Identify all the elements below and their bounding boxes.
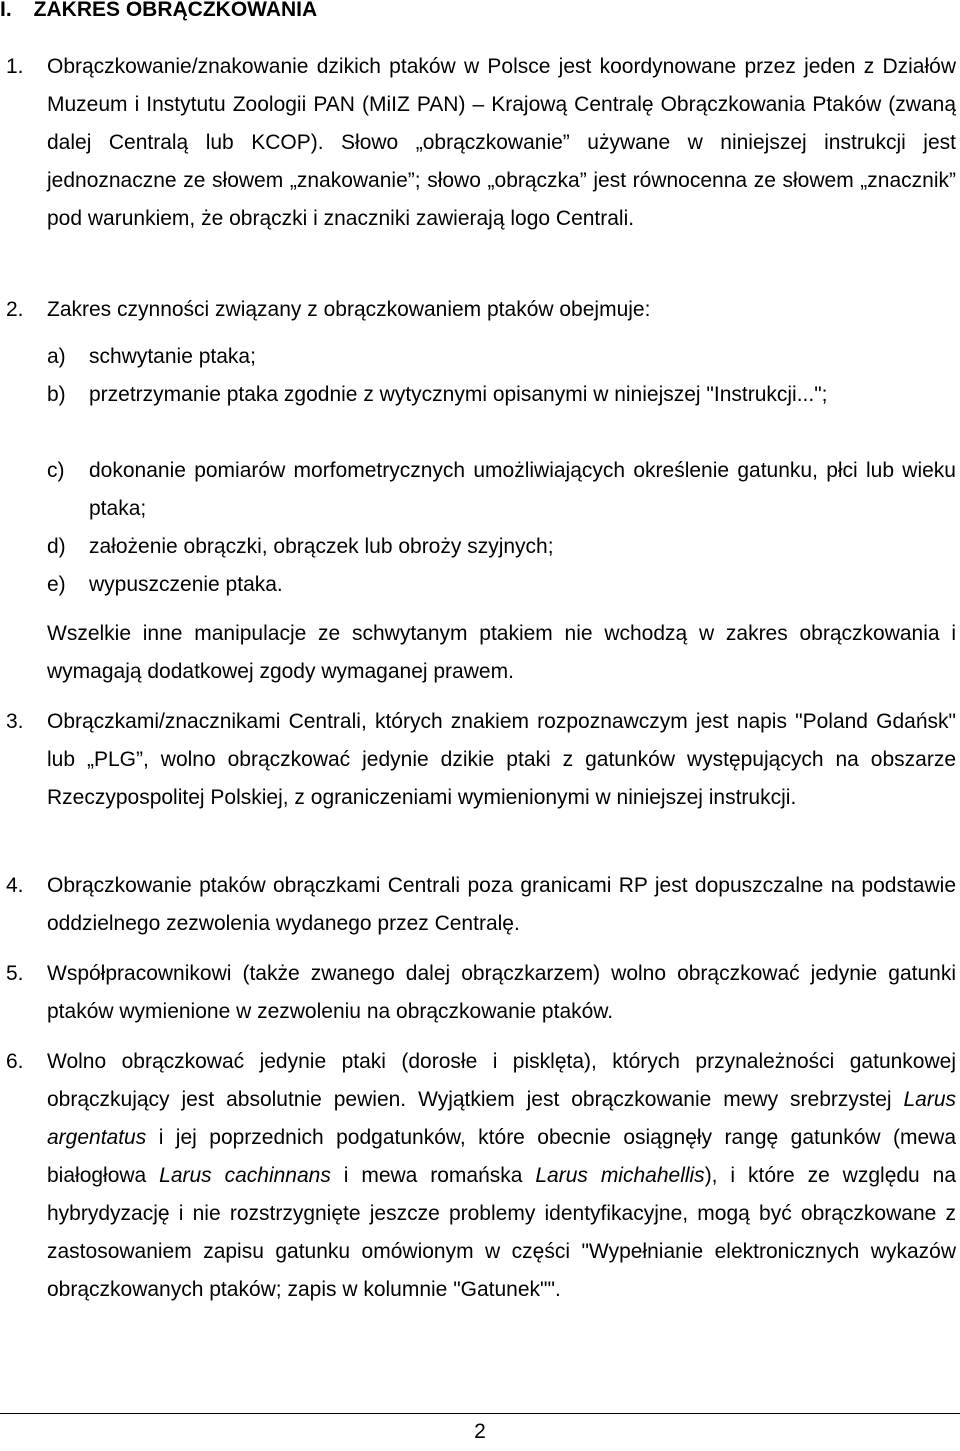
text-segment: ), i które ze względu na hybrydyzację i nie rozstrzygnięte jeszcze problemy identyfikacyjne, mogą być obrączkowane z zastosowaniem zapisu gatunku omówionym w części "Wypełnianie elektronicznych wykazów obrączkowanych ptaków; zapis w kolumnie "Gatunek"". xyxy=(47,1164,956,1301)
text-segment: Wolno obrączkować jedynie ptaki (dorosłe i pisklęta), których przynależności gatunkowej obrączkujący jest absolutnie pewien. Wyjątkiem jest obrączkowanie mewy srebrzystej xyxy=(47,1050,956,1111)
text-segment: i mewa romańska xyxy=(330,1164,536,1187)
paragraph-intro: Zakres czynności związany z obrączkowaniem ptaków obejmuje: xyxy=(47,298,651,321)
item-number: 6. xyxy=(6,1050,24,1073)
item-number: 4. xyxy=(6,874,24,897)
section-heading xyxy=(0,0,317,29)
sublist-label: a) xyxy=(47,345,66,368)
sublist-label: e) xyxy=(47,573,66,596)
paragraph: Współpracownikowi (także zwanego dalej obrączkarzem) wolno obrączkować jedynie gatunki ptaków wymienione w zezwoleniu na obrączkowanie ptaków. xyxy=(47,962,956,1023)
paragraph: Obrączkowanie/znakowanie dzikich ptaków w Polsce jest koordynowane przez jeden z Działów Muzeum i Instytutu Zoologii PAN (MiIZ PAN) – Krajową Centralę Obrączkowania Ptaków (zwaną dalej Centralą lub KCOP). Słowo „obrączkowanie” używane w niniejszej instrukcji jest jednoznaczne ze słowem „znakowanie”; słowo „obrączka” jest równocenna ze słowem „znacznik” pod warunkiem, że obrączki i znaczniki zawierają logo Centrali. xyxy=(47,55,956,230)
sublist-text: wypuszczenie ptaka. xyxy=(89,573,283,596)
sublist-label: b) xyxy=(47,383,66,406)
sublist-label: d) xyxy=(47,535,66,558)
species-name: Larus michahellis xyxy=(535,1164,705,1187)
item-number: 5. xyxy=(6,962,24,985)
item-number: 3. xyxy=(6,710,24,733)
item-number: 2. xyxy=(6,298,24,321)
section-number: I. xyxy=(0,0,12,21)
species-name: Larus argentatus xyxy=(47,1088,956,1149)
paragraph-note: Wszelkie inne manipulacje ze schwytanym ptakiem nie wchodzą w zakres obrączkowania i wymagają dodatkowej zgody wymaganej prawem. xyxy=(47,622,956,683)
paragraph: Obrączkami/znacznikami Centrali, których znakiem rozpoznawczym jest napis "Poland Gdańsk" lub „PLG”, wolno obrączkować jedynie dzikie ptaki z gatunków występujących na obszarze Rzeczypospolitej Polskiej, z ograniczeniami wymienionymi w niniejszej instrukcji. xyxy=(47,710,956,809)
item-number: 1. xyxy=(6,55,24,78)
section-title: ZAKRES OBRĄCZKOWANIA xyxy=(33,0,318,21)
sublist-text: schwytanie ptaka; xyxy=(89,345,256,368)
sublist-text: założenie obrączki, obrączek lub obroży szyjnych; xyxy=(89,535,554,558)
sublist-text: przetrzymanie ptaka zgodnie z wytycznymi opisanymi w niniejszej "Instrukcji..."; xyxy=(89,383,828,406)
paragraph xyxy=(47,1043,956,1309)
text-segment: i jej poprzednich podgatunków, które obecnie osiągnęły rangę gatunków (mewa białogłowa xyxy=(47,1126,956,1187)
species-name: Larus cachinnans xyxy=(159,1164,331,1187)
sublist-label: c) xyxy=(47,459,65,482)
paragraph: Obrączkowanie ptaków obrączkami Centrali poza granicami RP jest dopuszczalne na podstawie oddzielnego zezwolenia wydanego przez Centralę. xyxy=(47,874,956,935)
page-number: 2 xyxy=(474,1420,486,1443)
sublist-text: dokonanie pomiarów morfometrycznych umożliwiających określenie gatunku, płci lub wieku ptaka; xyxy=(89,459,956,520)
